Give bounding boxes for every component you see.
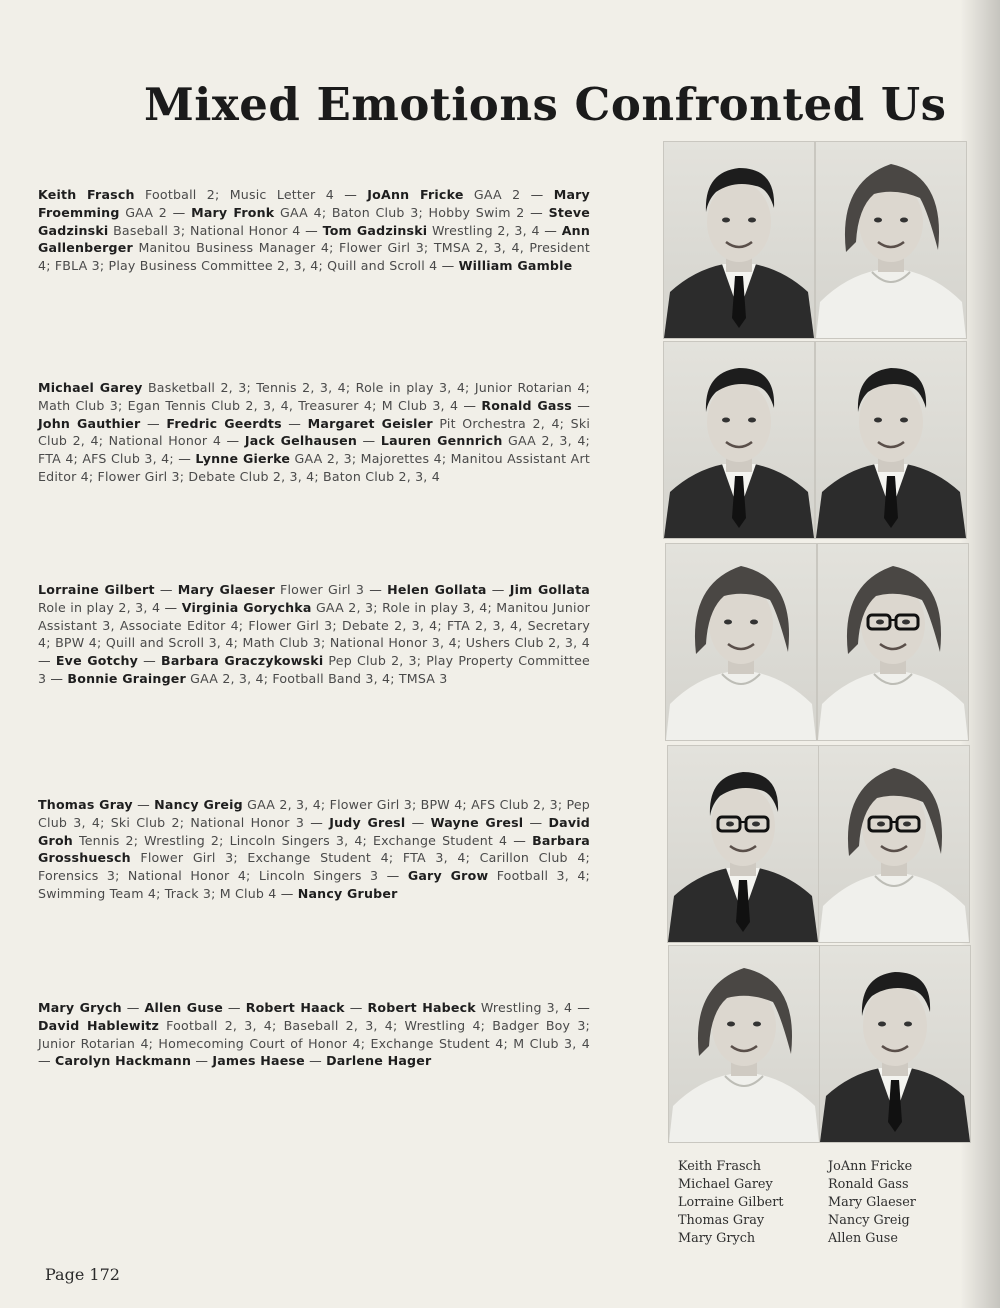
caption-name: Michael Garey xyxy=(678,1177,773,1192)
student-name: Keith Frasch xyxy=(38,187,135,202)
entry-separator: — xyxy=(38,1053,55,1069)
portrait-figure xyxy=(666,544,816,740)
entry-separator: — xyxy=(357,433,381,449)
eye-shape xyxy=(900,218,908,223)
entry-separator: — xyxy=(221,433,245,449)
portrait-photo xyxy=(663,341,815,539)
student-name: Barbara Grosshuesch xyxy=(38,832,590,866)
student-name: Nancy Greig xyxy=(154,797,243,812)
student-name: Jack Gelhausen xyxy=(244,433,358,449)
portrait-figure xyxy=(818,544,968,740)
student-name: JoAnn Fricke xyxy=(367,187,464,202)
portrait-photo xyxy=(818,745,970,943)
face-shape xyxy=(863,986,927,1066)
student-name: Nancy Gruber xyxy=(297,885,398,901)
eye-shape xyxy=(726,822,734,827)
student-activities: GAA 2 xyxy=(125,204,167,220)
senior-entry-block-3 xyxy=(38,581,590,688)
caption-name: Thomas Gray xyxy=(678,1213,765,1228)
entry-separator: — xyxy=(191,1053,213,1069)
entry-separator: — xyxy=(281,415,308,431)
student-name: Lynne Gierke xyxy=(195,451,291,467)
student-name: Steve Gadzinski xyxy=(38,204,591,238)
senior-entry-block-1 xyxy=(38,186,590,275)
face-shape xyxy=(707,382,771,462)
student-name: Mary Glaeser xyxy=(177,582,275,597)
eye-shape xyxy=(748,418,756,423)
eye-shape xyxy=(750,620,758,625)
portrait-photo xyxy=(819,945,971,1143)
student-activities: Pit Orchestra 2, 4; Ski Club 2, 4; National Honor 4 xyxy=(38,415,591,449)
student-activities: Football 2, 3, 4; Baseball 2, 3, 4; Wrestling 4; Badger Boy 3; Junior Rotarian 4; Homecoming Court of Honor 4; Exchange Student 4; M Club 3, 4 xyxy=(38,1017,590,1051)
eye-shape xyxy=(874,418,882,423)
entry-separator: — xyxy=(539,222,562,238)
entry-separator: — xyxy=(571,397,590,413)
photo-caption-right xyxy=(828,1158,916,1248)
portrait-figure xyxy=(816,342,966,538)
student-name: Gary Grow xyxy=(407,868,489,884)
student-activities: Flower Girl 3; Exchange Student 4; FTA 3, 4; Carillon Club 4; Forensics 3; National Honor 4; Lincoln Singers 3 xyxy=(38,850,590,884)
entry-separator: — xyxy=(140,415,167,431)
blouse-shape xyxy=(666,672,816,740)
face-shape xyxy=(859,382,923,462)
entry-separator: — xyxy=(437,258,459,274)
student-name: Carolyn Hackmann xyxy=(55,1053,192,1069)
portrait-photo xyxy=(817,543,969,741)
student-name: Fredric Geerdts xyxy=(166,415,282,431)
entry-separator: — xyxy=(378,868,408,884)
entry-separator: — xyxy=(486,582,510,597)
student-name: Mary Froemming xyxy=(38,187,590,220)
student-activities: Football 3, 4; Swimming Team 4; Track 3; M Club 4 xyxy=(38,868,590,901)
portrait-figure xyxy=(668,746,818,942)
caption-name: Mary Grych xyxy=(678,1231,756,1246)
student-activities: GAA 2, 3, 4; FTA 4; AFS Club 3, 4; xyxy=(38,433,590,467)
student-activities: Pep Club 2, 3; Play Property Committee 3 xyxy=(38,653,591,686)
caption-name: Allen Guse xyxy=(828,1231,898,1246)
portrait-photo xyxy=(665,543,817,741)
student-activities: Football 2; Music Letter 4 xyxy=(145,187,334,202)
student-name: Lorraine Gilbert xyxy=(38,582,155,597)
caption-name: Keith Frasch xyxy=(678,1159,761,1174)
entry-separator: — xyxy=(121,1000,145,1015)
eye-shape xyxy=(748,218,756,223)
eye-shape xyxy=(878,1022,886,1027)
student-name: Margaret Geisler xyxy=(307,415,433,431)
portrait-photo xyxy=(815,341,967,539)
student-activities: Wrestling 2, 3, 4 xyxy=(431,222,540,238)
student-name: William Gamble xyxy=(458,258,573,274)
caption-name: Lorraine Gilbert xyxy=(678,1195,784,1210)
student-name: Darlene Hager xyxy=(326,1053,432,1069)
student-name: Eve Gotchy xyxy=(55,653,139,669)
eye-shape xyxy=(904,1022,912,1027)
student-name: Jim Gollata xyxy=(509,582,590,597)
eye-shape xyxy=(900,418,908,423)
entry-separator: — xyxy=(520,187,554,202)
eye-shape xyxy=(753,1022,761,1027)
senior-entry-block-4 xyxy=(38,796,590,903)
student-name: Mary Fronk xyxy=(191,204,275,220)
eye-shape xyxy=(722,418,730,423)
portrait-figure xyxy=(820,946,970,1142)
eye-shape xyxy=(903,822,911,827)
student-name: Ann Gallenberger xyxy=(38,222,590,256)
entry-separator: — xyxy=(132,797,155,812)
student-name: Virginia Gorychka xyxy=(181,599,312,615)
entry-separator: — xyxy=(167,204,192,220)
student-name: Allen Guse xyxy=(144,1000,223,1015)
portrait-photo xyxy=(663,141,815,339)
entry-separator: — xyxy=(138,653,162,669)
entry-separator: — xyxy=(364,582,388,597)
caption-name: Ronald Gass xyxy=(828,1177,909,1192)
student-activities: GAA 2, 3; Role in play 3, 4; Manitou Junior Assistant 3, Associate Editor 4; Flower Girl 3; Debate 2, 3, 4; FTA 2, 3, 4, Secretary 4; BPW 4; Quill and Scroll 3, 4; Math Club 3; National Honor 3, 4; Ushers Club 2, 3, 4 xyxy=(38,599,591,651)
eye-shape xyxy=(902,620,910,625)
student-name: Ronald Gass xyxy=(481,397,572,413)
page-number: Page 172 xyxy=(45,1265,120,1284)
senior-entry-block-5 xyxy=(38,999,590,1070)
student-activities: Tennis 2; Wrestling 2; Lincoln Singers 3, 4; Exchange Student 4 xyxy=(78,832,508,848)
senior-entry-block-2 xyxy=(38,379,590,486)
student-activities: Wrestling 3, 4 xyxy=(480,1000,573,1015)
student-name: Barbara Graczykowski xyxy=(161,653,324,669)
portrait-photo xyxy=(668,945,820,1143)
student-activities: GAA 2 xyxy=(473,187,521,202)
student-name: Michael Garey xyxy=(38,380,143,395)
student-name: Robert Haack xyxy=(245,1000,345,1015)
portrait-figure xyxy=(664,342,814,538)
student-name: Helen Gollata xyxy=(387,582,487,597)
entry-separator: — xyxy=(405,814,431,830)
portrait-figure xyxy=(819,746,969,942)
student-activities: Baseball 3; National Honor 4 xyxy=(113,222,301,238)
entry-separator: — xyxy=(304,1053,327,1069)
student-name: Wayne Gresl xyxy=(430,814,524,830)
eye-shape xyxy=(724,620,732,625)
entry-separator: — xyxy=(300,222,323,238)
student-activities: Manitou Business Manager 4; Flower Girl 3; TMSA 2, 3, 4, President 4; FBLA 3; Play Business Committee 2, 3, 4; Quill and Scroll 4 xyxy=(38,240,590,274)
eye-shape xyxy=(722,218,730,223)
entry-separator: — xyxy=(507,832,533,848)
student-name: Bonnie Grainger xyxy=(67,670,186,686)
student-activities: GAA 2, 3; Majorettes 4; Manitou Assistant Art Editor 4; Flower Girl 3; Debate Club 2, 3, 4; Baton Club 2, 3, 4 xyxy=(38,451,590,484)
portrait-figure xyxy=(669,946,819,1142)
student-name: David Hablewitz xyxy=(38,1017,160,1033)
face-shape xyxy=(711,786,775,866)
entry-separator: — xyxy=(458,397,482,413)
eye-shape xyxy=(752,822,760,827)
blouse-shape xyxy=(669,1074,819,1142)
blouse-shape xyxy=(819,874,969,942)
student-activities: GAA 2, 3, 4; Flower Girl 3; BPW 4; AFS Club 2, 3; Pep Club 3, 4; Ski Club 2; National Honor 3 xyxy=(38,797,591,830)
student-activities: Flower Girl 3 xyxy=(280,582,365,597)
entry-separator: — xyxy=(344,1000,368,1015)
entry-separator: — xyxy=(523,814,549,830)
caption-name: JoAnn Fricke xyxy=(828,1159,913,1174)
caption-name: Mary Glaeser xyxy=(828,1195,916,1210)
entry-separator: — xyxy=(572,1000,590,1015)
eye-shape xyxy=(876,620,884,625)
student-name: Mary Grych xyxy=(38,1000,122,1015)
student-name: Judy Gresl xyxy=(329,814,406,830)
eye-shape xyxy=(877,822,885,827)
portrait-figure xyxy=(816,142,966,338)
student-name: Lauren Gennrich xyxy=(380,433,503,449)
eye-shape xyxy=(727,1022,735,1027)
entry-separator: — xyxy=(173,451,196,467)
entry-separator: — xyxy=(46,670,68,686)
student-name: James Haese xyxy=(212,1053,305,1069)
portrait-photo xyxy=(815,141,967,339)
student-activities: Basketball 2, 3; Tennis 2, 3, 4; Role in play 3, 4; Junior Rotarian 4; Math Club 3; Egan Tennis Club 2, 3, 4, Treasurer 4; M Club 3, 4 xyxy=(38,380,590,413)
student-name: John Gauthier xyxy=(38,415,141,431)
entry-separator: — xyxy=(333,187,368,202)
entry-separator: — xyxy=(276,885,298,901)
entry-separator: — xyxy=(222,1000,246,1015)
portrait-figure xyxy=(664,142,814,338)
student-name: Robert Habeck xyxy=(367,1000,476,1015)
portrait-photo xyxy=(667,745,819,943)
blouse-shape xyxy=(816,270,966,338)
caption-name: Nancy Greig xyxy=(828,1213,910,1228)
student-activities: Role in play 2, 3, 4 xyxy=(38,599,161,615)
entry-separator: — xyxy=(160,599,182,615)
page-title: Mixed Emotions Confronted Us xyxy=(144,78,947,132)
student-name: Tom Gadzinski xyxy=(322,222,428,238)
entry-separator: — xyxy=(38,653,56,669)
student-name: David Groh xyxy=(38,814,590,848)
face-shape xyxy=(707,182,771,262)
entry-separator: — xyxy=(524,204,549,220)
eye-shape xyxy=(874,218,882,223)
student-activities: GAA 4; Baton Club 3; Hobby Swim 2 xyxy=(280,204,525,220)
student-activities: GAA 2, 3, 4; Football Band 3, 4; TMSA 3 xyxy=(190,670,448,686)
photo-caption-left xyxy=(678,1158,783,1248)
entry-separator: — xyxy=(154,582,178,597)
entry-separator: — xyxy=(304,814,330,830)
student-name: Thomas Gray xyxy=(38,797,133,812)
blouse-shape xyxy=(818,672,968,740)
